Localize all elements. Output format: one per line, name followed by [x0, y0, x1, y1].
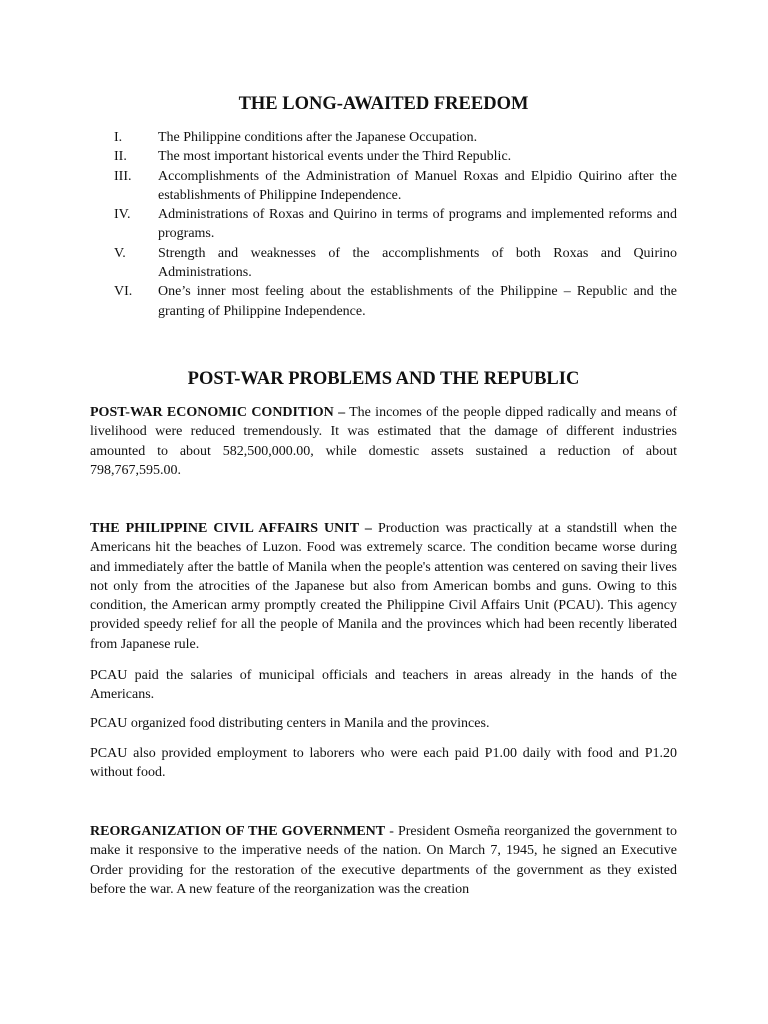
outline-item — [90, 282, 677, 321]
paragraph-body: The incomes of the people dipped radically and means of livelihood were reduced tremendously. It was estimated that the damage of different industries amounted to about 582,500,000.00, while domestic assets sustained a reduction of about 798,767,595.00. — [90, 405, 678, 478]
outline-item — [90, 244, 677, 283]
outline-item — [90, 205, 677, 244]
outline-text: The most important historical events under the Third Republic. — [158, 149, 512, 165]
outline-item — [90, 147, 677, 166]
pcau-food-centers-paragraph: PCAU organized food distributing centers in Manila and the provinces. — [90, 716, 490, 731]
reorganization-paragraph — [90, 822, 677, 899]
outline-text: Accomplishments of the Administration of Manuel Roxas and Elpidio Quirino after the establishments of Philippine Independence. — [158, 168, 677, 203]
paragraph-heading: POST-WAR ECONOMIC CONDITION – — [90, 405, 346, 420]
civil-affairs-paragraph — [90, 519, 677, 654]
outline-text: The Philippine conditions after the Japanese Occupation. — [158, 130, 478, 145]
outline-number: IV. — [114, 207, 131, 223]
outline-text: Strength and weaknesses of the accomplishments of both Roxas and Quirino Administrations. — [158, 245, 677, 281]
economic-condition-paragraph — [90, 403, 677, 480]
outline-number: II. — [114, 149, 127, 165]
outline-text: Administrations of Roxas and Quirino in terms of programs and implemented reforms and programs. — [158, 207, 677, 242]
paragraph-heading: THE PHILIPPINE CIVIL AFFAIRS UNIT – — [90, 521, 372, 536]
paragraph-heading: REORGANIZATION OF THE GOVERNMENT — [90, 824, 386, 839]
outline-number: V. — [114, 245, 126, 261]
document-title: THE LONG-AWAITED FREEDOM — [238, 94, 529, 114]
outline-list — [90, 128, 677, 321]
pcau-salaries-paragraph: PCAU paid the salaries of municipal officials and teachers in areas already in the hands of the Americans. — [90, 668, 677, 703]
paragraph-body: - President Osmeña reorganized the government to make it responsive to the imperative needs of the nation. On March 7, 1945, he signed an Executive Order providing for the restoration of the executive departments of the government as they existed before the war. A new feature of the reorganization was the creation — [90, 824, 677, 897]
outline-number: III. — [114, 168, 132, 184]
outline-text: One’s inner most feeling about the establishments of the Philippine – Republic and the granting of Philippine Independence. — [158, 284, 677, 319]
outline-item — [90, 167, 677, 206]
pcau-employment-paragraph: PCAU also provided employment to laborers who were each paid P1.00 daily with food and P1.20 without food. — [90, 746, 677, 781]
paragraph-body: Production was practically at a standstill when the Americans hit the beaches of Luzon. Food was extremely scarce. The condition became worse during and immediately after the battle of Manila when the people's attention was centered on saving their lives not only from the atrocities of the Japanese but also from American bombs and guns. Owing to this condition, the American army promptly created the Philippine Civil Affairs Unit (PCAU). This agency provided speedy relief for all the people of Manila and the provinces which had been recently liberated from Japanese rule. — [90, 521, 677, 652]
outline-item — [90, 128, 677, 147]
section-title: POST-WAR PROBLEMS AND THE REPUBLIC — [187, 369, 580, 389]
outline-number: VI. — [114, 284, 133, 300]
outline-number: I. — [114, 130, 123, 145]
